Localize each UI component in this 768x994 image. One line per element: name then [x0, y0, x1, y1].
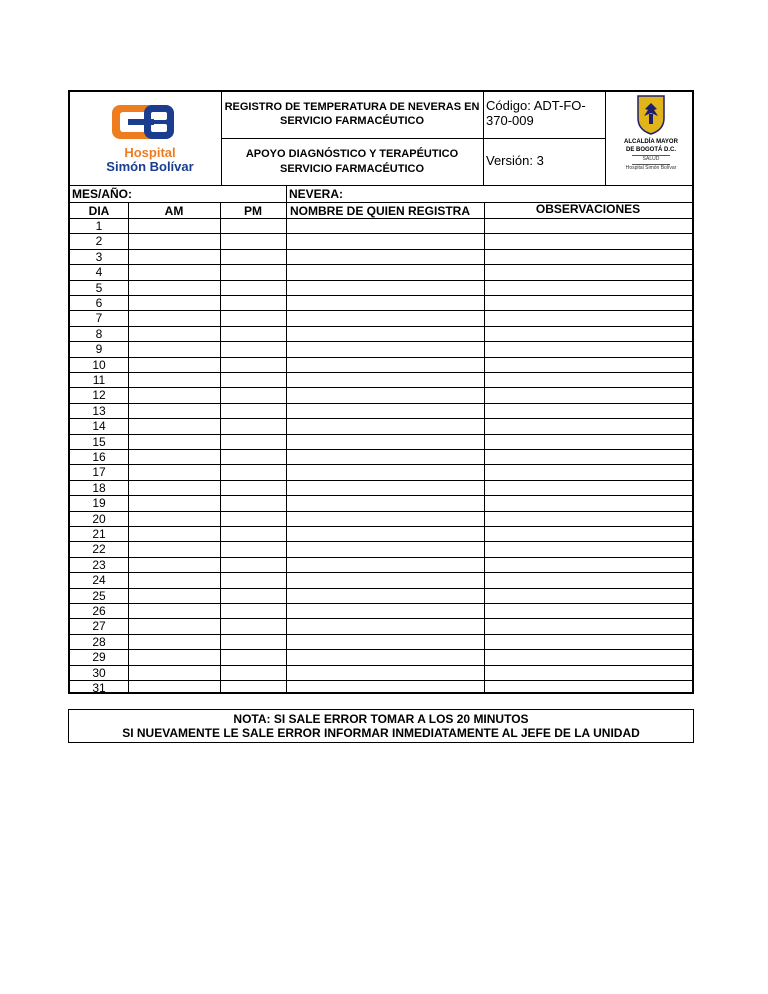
- note-line1: NOTA: SI SALE ERROR TOMAR A LOS 20 MINUTOS: [233, 712, 529, 726]
- am-cell[interactable]: [129, 541, 220, 556]
- table-row: [70, 634, 692, 649]
- seal-line1: ALCALDÍA MAYOR: [624, 139, 678, 145]
- pm-cell[interactable]: [221, 480, 286, 495]
- recorder-name-cell[interactable]: [287, 233, 484, 248]
- day-number: 29: [92, 650, 106, 665]
- recorder-name-cell[interactable]: [287, 249, 484, 264]
- observations-cell[interactable]: [485, 511, 692, 526]
- recorder-name-cell[interactable]: [287, 603, 484, 618]
- pm-cell[interactable]: [221, 541, 286, 556]
- bogota-seal: [618, 94, 684, 182]
- observations-cell[interactable]: [485, 495, 692, 510]
- pm-cell[interactable]: [221, 588, 286, 603]
- pm-cell[interactable]: [221, 557, 286, 572]
- pm-cell[interactable]: [221, 264, 286, 279]
- am-cell[interactable]: [129, 449, 220, 464]
- pm-cell[interactable]: [221, 495, 286, 510]
- observations-cell[interactable]: [485, 418, 692, 433]
- recorder-name-cell[interactable]: [287, 418, 484, 433]
- day-number: 15: [92, 434, 106, 449]
- recorder-name-cell[interactable]: [287, 680, 484, 695]
- pm-cell[interactable]: [221, 511, 286, 526]
- pm-cell[interactable]: [221, 326, 286, 341]
- table-row: [70, 218, 692, 233]
- am-cell[interactable]: [129, 233, 220, 248]
- pm-cell[interactable]: [221, 665, 286, 680]
- day-number: 17: [92, 465, 106, 480]
- logo-brand-line2: Simón Bolívar: [106, 159, 194, 174]
- day-number: 11: [92, 373, 106, 387]
- table-row: [70, 233, 692, 248]
- pm-cell[interactable]: [221, 449, 286, 464]
- column-header-observations: OBSERVACIONES: [535, 202, 641, 216]
- column-header-name: NOMBRE DE QUIEN REGISTRA: [290, 204, 471, 218]
- day-number: 20: [92, 511, 106, 526]
- recorder-name-cell[interactable]: [287, 264, 484, 279]
- pm-cell[interactable]: [221, 418, 286, 433]
- am-cell[interactable]: [129, 249, 220, 264]
- day-number: 16: [92, 450, 106, 464]
- table-row: [70, 418, 692, 433]
- fridge-label: NEVERA:: [289, 187, 344, 201]
- form-code-line2: 370-009: [486, 113, 534, 128]
- month-year-label: MES/AÑO:: [72, 187, 132, 201]
- day-number: 5: [95, 280, 103, 295]
- observations-cell[interactable]: [485, 326, 692, 341]
- table-row: [70, 603, 692, 618]
- pm-cell[interactable]: [221, 233, 286, 248]
- day-number: 7: [95, 311, 103, 326]
- day-number: 8: [95, 326, 103, 341]
- recorder-name-cell[interactable]: [287, 511, 484, 526]
- day-number: 3: [95, 249, 103, 264]
- seal-line2: DE BOGOTÁ D.C.: [625, 147, 676, 153]
- observations-cell[interactable]: [485, 526, 692, 541]
- table-row: [70, 310, 692, 325]
- pm-cell[interactable]: [221, 464, 286, 479]
- coat-of-arms-icon: [618, 94, 684, 136]
- table-row: [70, 526, 692, 541]
- day-number: 6: [95, 296, 103, 310]
- observations-cell[interactable]: [485, 634, 692, 649]
- day-number: 23: [92, 557, 106, 572]
- observations-cell[interactable]: [485, 310, 692, 325]
- table-row: [70, 341, 692, 356]
- observations-cell[interactable]: [485, 618, 692, 633]
- am-cell[interactable]: [129, 357, 220, 372]
- observations-cell[interactable]: [485, 603, 692, 618]
- recorder-name-cell[interactable]: [287, 618, 484, 633]
- recorder-name-cell[interactable]: [287, 326, 484, 341]
- recorder-name-cell[interactable]: [287, 218, 484, 233]
- am-cell[interactable]: [129, 218, 220, 233]
- column-header-day: DIA: [88, 204, 110, 218]
- am-cell[interactable]: [129, 511, 220, 526]
- day-number: 22: [92, 542, 106, 557]
- am-cell[interactable]: [129, 418, 220, 433]
- table-row: [70, 618, 692, 633]
- temperature-log-sheet: [68, 90, 694, 694]
- recorder-name-cell[interactable]: [287, 649, 484, 664]
- pm-cell[interactable]: [221, 372, 286, 387]
- recorder-name-cell[interactable]: [287, 387, 484, 402]
- note-line2: SI NUEVAMENTE LE SALE ERROR INFORMAR INMEDIATAMENTE AL JEFE DE LA UNIDAD: [122, 726, 640, 740]
- table-row: [70, 557, 692, 572]
- table-row: [70, 434, 692, 449]
- table-row: [70, 495, 692, 510]
- recorder-name-cell[interactable]: [287, 295, 484, 310]
- recorder-name-cell[interactable]: [287, 403, 484, 418]
- pm-cell[interactable]: [221, 295, 286, 310]
- recorder-name-cell[interactable]: [287, 665, 484, 680]
- recorder-name-cell[interactable]: [287, 310, 484, 325]
- form-title-line1: REGISTRO DE TEMPERATURA DE NEVERAS EN: [224, 101, 480, 113]
- pm-cell[interactable]: [221, 357, 286, 372]
- observations-cell[interactable]: [485, 588, 692, 603]
- seal-line3: SALUD: [642, 156, 660, 162]
- table-row: [70, 572, 692, 587]
- recorder-name-cell[interactable]: [287, 372, 484, 387]
- day-number: 26: [92, 604, 106, 618]
- form-version: Versión: 3: [486, 153, 544, 168]
- am-cell[interactable]: [129, 557, 220, 572]
- observations-cell[interactable]: [485, 357, 692, 372]
- observations-cell[interactable]: [485, 233, 692, 248]
- am-cell[interactable]: [129, 665, 220, 680]
- am-cell[interactable]: [129, 649, 220, 664]
- observations-cell[interactable]: [485, 665, 692, 680]
- table-row: [70, 387, 692, 402]
- table-row: [70, 326, 692, 341]
- am-cell[interactable]: [129, 403, 220, 418]
- day-number: 4: [95, 265, 103, 280]
- table-row: [70, 464, 692, 479]
- recorder-name-cell[interactable]: [287, 526, 484, 541]
- hospital-logo: [100, 102, 200, 177]
- day-number: 28: [92, 634, 106, 649]
- form-subtitle-line1: APOYO DIAGNÓSTICO Y TERAPÉUTICO: [245, 148, 459, 160]
- am-cell[interactable]: [129, 634, 220, 649]
- table-row: [70, 665, 692, 680]
- table-row: [70, 680, 692, 695]
- day-number: 19: [92, 496, 106, 511]
- table-row: [70, 511, 692, 526]
- am-cell[interactable]: [129, 341, 220, 356]
- day-number: 27: [92, 619, 106, 634]
- table-row: [70, 372, 692, 387]
- logo-brand-line1: Hospital: [124, 145, 176, 160]
- recorder-name-cell[interactable]: [287, 634, 484, 649]
- day-number: 18: [92, 480, 106, 495]
- seal-line4: Hospital Simón Bolívar: [625, 165, 677, 171]
- recorder-name-cell[interactable]: [287, 557, 484, 572]
- recorder-name-cell[interactable]: [287, 588, 484, 603]
- observations-cell[interactable]: [485, 649, 692, 664]
- am-cell[interactable]: [129, 588, 220, 603]
- pm-cell[interactable]: [221, 572, 286, 587]
- day-number: 9: [95, 342, 103, 357]
- day-number: 24: [92, 573, 106, 588]
- table-row: [70, 280, 692, 295]
- day-number: 30: [92, 665, 106, 680]
- recorder-name-cell[interactable]: [287, 449, 484, 464]
- form-code-line1: Código: ADT-FO-: [486, 98, 586, 113]
- observations-cell[interactable]: [485, 387, 692, 402]
- observations-cell[interactable]: [485, 295, 692, 310]
- observations-cell[interactable]: [485, 541, 692, 556]
- table-row: [70, 541, 692, 556]
- recorder-name-cell[interactable]: [287, 464, 484, 479]
- day-number: 10: [92, 357, 106, 372]
- pm-cell[interactable]: [221, 218, 286, 233]
- am-cell[interactable]: [129, 310, 220, 325]
- day-number: 12: [92, 388, 106, 403]
- observations-cell[interactable]: [485, 680, 692, 695]
- table-row: [70, 295, 692, 310]
- hospital-logo-icon: [100, 102, 200, 148]
- observations-cell[interactable]: [485, 434, 692, 449]
- note-box: [68, 709, 694, 743]
- pm-cell[interactable]: [221, 249, 286, 264]
- am-cell[interactable]: [129, 326, 220, 341]
- recorder-name-cell[interactable]: [287, 280, 484, 295]
- am-cell[interactable]: [129, 495, 220, 510]
- pm-cell[interactable]: [221, 680, 286, 695]
- day-number: 13: [92, 403, 106, 418]
- pm-cell[interactable]: [221, 341, 286, 356]
- observations-cell[interactable]: [485, 557, 692, 572]
- am-cell[interactable]: [129, 372, 220, 387]
- table-row: [70, 249, 692, 264]
- am-cell[interactable]: [129, 572, 220, 587]
- am-cell[interactable]: [129, 526, 220, 541]
- am-cell[interactable]: [129, 434, 220, 449]
- am-cell[interactable]: [129, 618, 220, 633]
- day-number: 31: [92, 681, 106, 695]
- table-row: [70, 588, 692, 603]
- pm-cell[interactable]: [221, 403, 286, 418]
- day-number: 1: [95, 219, 103, 233]
- table-row: [70, 264, 692, 279]
- table-row: [70, 449, 692, 464]
- observations-cell[interactable]: [485, 249, 692, 264]
- am-cell[interactable]: [129, 264, 220, 279]
- pm-cell[interactable]: [221, 526, 286, 541]
- recorder-name-cell[interactable]: [287, 541, 484, 556]
- recorder-name-cell[interactable]: [287, 341, 484, 356]
- pm-cell[interactable]: [221, 387, 286, 402]
- observations-cell[interactable]: [485, 449, 692, 464]
- table-row: [70, 649, 692, 664]
- pm-cell[interactable]: [221, 649, 286, 664]
- table-row: [70, 480, 692, 495]
- day-number: 14: [92, 419, 106, 434]
- observations-cell[interactable]: [485, 264, 692, 279]
- am-cell[interactable]: [129, 480, 220, 495]
- observations-cell[interactable]: [485, 341, 692, 356]
- recorder-name-cell[interactable]: [287, 572, 484, 587]
- observations-cell[interactable]: [485, 572, 692, 587]
- recorder-name-cell[interactable]: [287, 434, 484, 449]
- form-subtitle-line2: SERVICIO FARMACÉUTICO: [279, 163, 425, 175]
- column-header-pm: PM: [244, 204, 262, 218]
- pm-cell[interactable]: [221, 618, 286, 633]
- day-number: 25: [92, 588, 106, 603]
- recorder-name-cell[interactable]: [287, 357, 484, 372]
- recorder-name-cell[interactable]: [287, 495, 484, 510]
- day-number: 2: [95, 234, 103, 249]
- column-header-am: AM: [164, 204, 184, 218]
- pm-cell[interactable]: [221, 603, 286, 618]
- table-row: [70, 357, 692, 372]
- pm-cell[interactable]: [221, 280, 286, 295]
- am-cell[interactable]: [129, 603, 220, 618]
- am-cell[interactable]: [129, 280, 220, 295]
- am-cell[interactable]: [129, 680, 220, 695]
- pm-cell[interactable]: [221, 634, 286, 649]
- am-cell[interactable]: [129, 387, 220, 402]
- observations-cell[interactable]: [485, 372, 692, 387]
- table-row: [70, 403, 692, 418]
- observations-cell[interactable]: [485, 480, 692, 495]
- observations-cell[interactable]: [485, 280, 692, 295]
- observations-cell[interactable]: [485, 218, 692, 233]
- am-cell[interactable]: [129, 295, 220, 310]
- pm-cell[interactable]: [221, 310, 286, 325]
- observations-cell[interactable]: [485, 464, 692, 479]
- day-number: 21: [92, 527, 106, 541]
- am-cell[interactable]: [129, 464, 220, 479]
- form-title-line2: SERVICIO FARMACÉUTICO: [279, 115, 425, 127]
- recorder-name-cell[interactable]: [287, 480, 484, 495]
- observations-cell[interactable]: [485, 403, 692, 418]
- pm-cell[interactable]: [221, 434, 286, 449]
